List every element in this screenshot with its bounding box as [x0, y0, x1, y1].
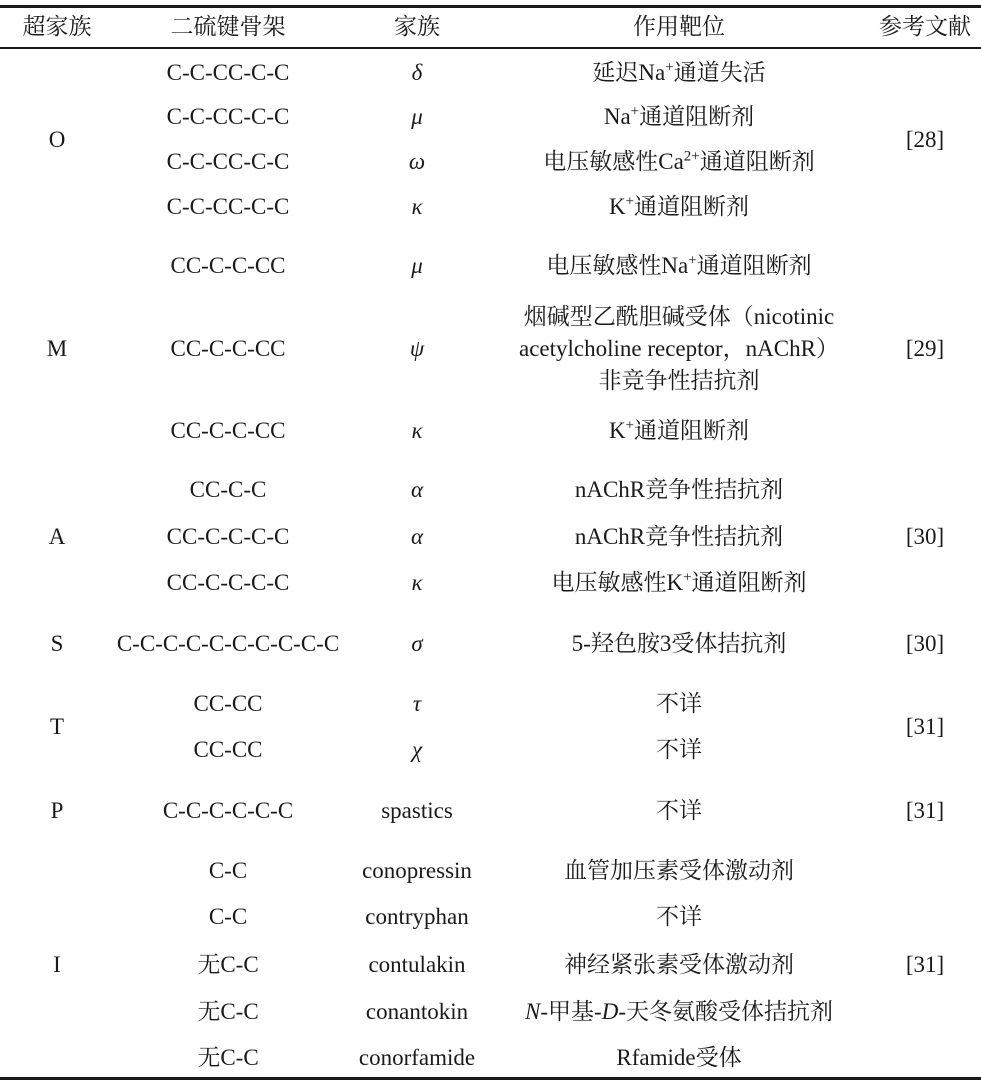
target-cell [519, 301, 839, 397]
target-text: nAChR竞争性拮抗剂 [574, 477, 784, 503]
family-cell: conantokin [365, 999, 469, 1025]
target-text: 不详 [656, 798, 702, 824]
framework-cell: C-C-CC-C-C [166, 60, 290, 86]
target-text: -甲基- [540, 999, 602, 1025]
column-header: 作用靶位 [633, 14, 725, 40]
table-header-rule [0, 47, 981, 49]
superfamily-cell: I [53, 951, 61, 977]
target-text: 血管加压素受体激动剂 [564, 858, 794, 884]
target-cell [575, 523, 783, 551]
target-cell [592, 59, 765, 87]
column-header: 二硫键骨架 [170, 14, 286, 40]
framework-cell: CC-C-C-C-C [166, 524, 290, 550]
target-cell [551, 569, 806, 597]
family-cell: spastics [381, 798, 453, 824]
target-text: 不详 [656, 904, 702, 930]
reference-cell: [31] [905, 951, 945, 977]
framework-cell: CC-C-C-CC [170, 418, 286, 444]
table-bottom-rule [0, 1077, 981, 1080]
framework-cell: 无C-C [197, 1045, 259, 1071]
framework-cell: C-C-CC-C-C [166, 149, 290, 175]
family-cell: κ [411, 570, 423, 596]
family-cell: ω [408, 149, 426, 175]
target-text: 电压敏感性K [551, 570, 684, 596]
framework-cell: CC-CC [193, 691, 263, 717]
target-text: 通道阻断剂 [634, 194, 750, 220]
reference-cell: [30] [905, 631, 945, 657]
target-text: nAChR竞争性拮抗剂 [574, 524, 784, 550]
family-cell: κ [411, 418, 423, 444]
superfamily-cell: O [48, 127, 66, 153]
target-cell [604, 103, 754, 131]
framework-cell: 无C-C [197, 952, 259, 978]
target-cell [616, 1044, 741, 1072]
framework-cell: C-C [208, 858, 248, 884]
target-cell [656, 797, 702, 825]
family-cell: σ [411, 631, 423, 657]
target-superscript: + [665, 59, 674, 76]
reference-cell: [28] [905, 127, 945, 153]
framework-cell: 无C-C [197, 999, 259, 1025]
superfamily-cell: A [48, 523, 66, 549]
target-text: K [608, 194, 626, 220]
target-text: 通道阻断剂 [699, 149, 815, 175]
framework-cell: CC-C-C-CC [170, 253, 286, 279]
target-cell [564, 857, 794, 885]
target-text: 电压敏感性Na [546, 253, 689, 279]
target-cell [609, 417, 749, 445]
target-text: 通道阻断剂 [691, 570, 807, 596]
target-text: 神经紧张素受体激动剂 [564, 952, 794, 978]
superfamily-cell: S [50, 631, 64, 657]
table-top-rule [0, 5, 981, 8]
framework-cell: C-C-CC-C-C [166, 104, 290, 130]
target-cell [525, 998, 833, 1026]
reference-cell: [29] [905, 335, 945, 361]
target-text: 不详 [656, 691, 702, 717]
superfamily-cell: T [49, 714, 65, 740]
target-text: -天冬氨酸受体拮抗剂 [618, 999, 833, 1025]
family-cell: α [410, 524, 424, 550]
target-text: 通道阻断剂 [639, 104, 755, 130]
family-cell: contulakin [368, 952, 466, 978]
target-superscript: + [688, 252, 697, 269]
target-superscript: + [683, 569, 692, 586]
target-text: 电压敏感性Ca [543, 149, 684, 175]
target-text: K [608, 418, 626, 444]
reference-cell: [30] [905, 523, 945, 549]
target-text: Na [603, 104, 631, 130]
target-text: 延迟Na [592, 60, 666, 86]
target-text: 通道阻断剂 [634, 418, 750, 444]
column-header: 参考文献 [879, 14, 971, 40]
target-text: D [601, 999, 619, 1025]
family-cell: χ [411, 737, 423, 763]
target-cell [564, 951, 794, 979]
family-cell: μ [411, 253, 423, 279]
family-cell: τ [412, 691, 422, 717]
target-text: Rfamide受体 [616, 1045, 742, 1071]
target-text: 烟碱型乙酰胆碱受体（nicotinic acetylcholine receptor，nAChR）非竞争性拮抗剂 [519, 304, 839, 393]
target-text: 不详 [656, 737, 702, 763]
target-cell [609, 193, 749, 221]
family-cell: conopressin [362, 858, 472, 884]
target-cell [575, 476, 783, 504]
family-cell: ψ [409, 336, 425, 362]
superfamily-cell: P [50, 798, 64, 824]
family-cell: δ [411, 60, 423, 86]
reference-cell: [31] [905, 798, 945, 824]
family-cell: contryphan [365, 904, 469, 930]
target-text: N [525, 999, 541, 1025]
column-header: 超家族 [22, 14, 92, 40]
framework-cell: C-C [208, 904, 248, 930]
superfamily-cell: M [46, 335, 68, 361]
target-text: 通道阻断剂 [696, 253, 812, 279]
target-text: 5-羟色胺3受体拮抗剂 [571, 631, 787, 657]
target-superscript: + [625, 193, 635, 210]
target-cell [572, 630, 787, 658]
family-cell: conorfamide [358, 1045, 476, 1071]
family-cell: α [410, 477, 424, 503]
framework-cell: CC-C-C-CC [170, 336, 286, 362]
framework-cell: C-C-CC-C-C [166, 194, 290, 220]
family-cell: κ [411, 194, 423, 220]
target-cell [546, 252, 811, 280]
column-header: 家族 [394, 14, 440, 40]
framework-cell: CC-CC [193, 737, 263, 763]
framework-cell: C-C-C-C-C-C-C-C-C-C [116, 631, 340, 657]
family-cell: μ [411, 104, 423, 130]
framework-cell: CC-C-C [189, 477, 267, 503]
target-superscript: + [630, 103, 640, 120]
target-superscript: + [625, 417, 635, 434]
target-cell [543, 148, 815, 176]
target-cell [656, 736, 702, 764]
reference-cell: [31] [905, 714, 945, 740]
target-superscript: 2+ [683, 148, 700, 165]
framework-cell: C-C-C-C-C-C [162, 798, 294, 824]
target-cell [656, 690, 702, 718]
target-cell [656, 903, 702, 931]
target-text: 通道失活 [673, 60, 766, 86]
framework-cell: CC-C-C-C-C [166, 570, 290, 596]
